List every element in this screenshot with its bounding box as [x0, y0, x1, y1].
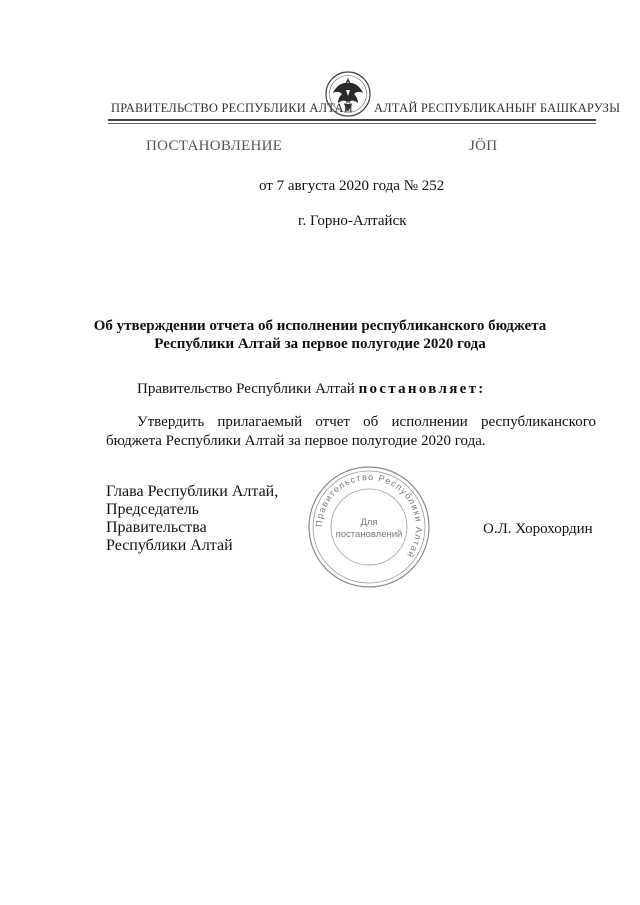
doc-type-russian: ПОСТАНОВЛЕНИЕ	[146, 138, 283, 154]
signatory-title-line-2: Председатель Правительства	[106, 501, 207, 536]
city-line: г. Горно-Алтайск	[298, 213, 407, 229]
signatory-name: О.Л. Хорохордин	[483, 521, 593, 537]
official-stamp	[306, 464, 432, 590]
preamble-verb: постановляет:	[358, 381, 486, 397]
resolution-body: Утвердить прилагаемый отчет об исполнении республиканского бюджета Республики Алтай за первое полугодие 2020 года.	[106, 414, 596, 449]
preamble	[137, 381, 486, 398]
resolution-title-line-1: Об утверждении отчета об исполнении республиканского бюджета	[93, 318, 547, 334]
doc-type-altai: ЈӦП	[469, 138, 498, 154]
header-left-title: ПРАВИТЕЛЬСТВО РЕСПУБЛИКИ АЛТАЙ	[111, 101, 353, 115]
stamp-center-line-2: постановлений	[335, 529, 403, 540]
header-rule-thin	[108, 123, 596, 124]
stamp-ring-text: Правительство Республики Алтай	[313, 471, 425, 561]
signatory-title-line-3: Республики Алтай	[106, 537, 233, 554]
preamble-text: Правительство Республики Алтай	[137, 381, 359, 397]
signatory-title	[106, 483, 296, 555]
signatory-title-line-1: Глава Республики Алтай,	[106, 483, 279, 500]
stamp-center-line-1: Для	[360, 517, 378, 528]
resolution-title-line-2: Республики Алтай за первое полугодие 2020 года	[154, 336, 486, 352]
header-right-title: АЛТАЙ РЕСПУБЛИКАНЫҤ БАШКАРУЗЫ	[374, 101, 621, 115]
date-number-line: от 7 августа 2020 года № 252	[259, 178, 445, 194]
header-rule	[108, 119, 596, 121]
